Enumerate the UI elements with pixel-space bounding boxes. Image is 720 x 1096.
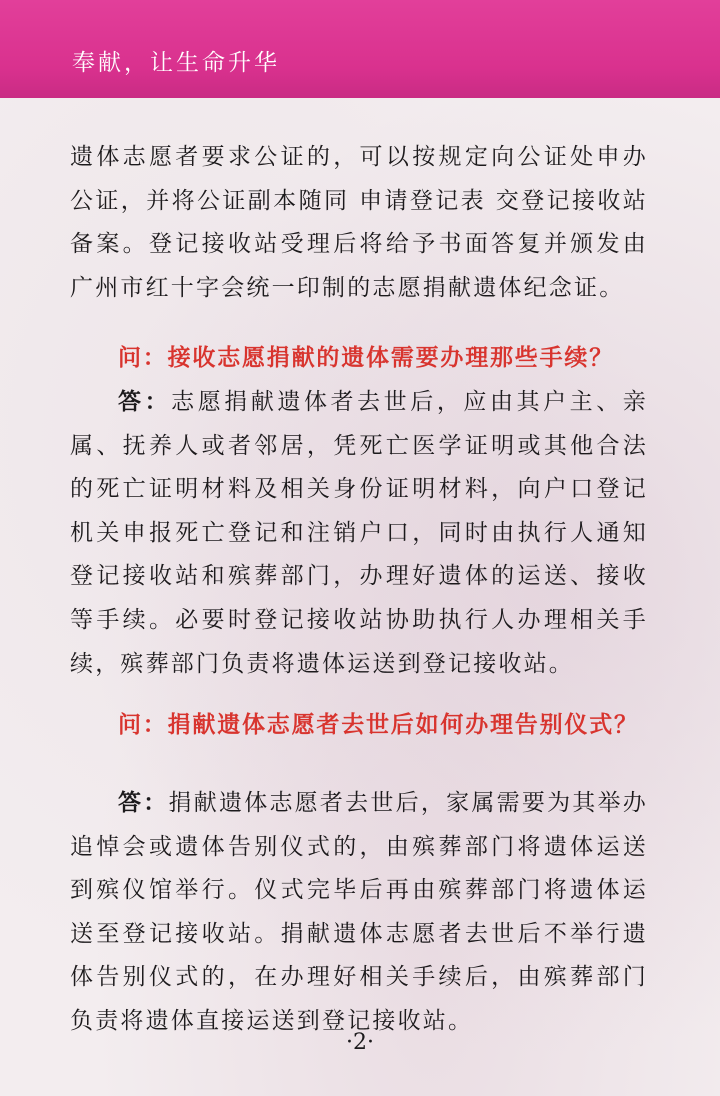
answer-1 bbox=[70, 381, 648, 686]
question-2: 问：捐献遗体志愿者去世后如何办理告别仪式？ bbox=[118, 712, 639, 738]
answer-1-label: 答： bbox=[118, 389, 172, 415]
answer-1-text: 志愿捐献遗体者去世后，应由其户主、亲属、抚养人或者邻居，凭死亡医学证明或其他合法的死亡证明材料及相关身份证明材料，向户口登记机关申报死亡登记和注销户口，同时由执行人通知登记接收站和殡葬部门，办理好遗体的运送、接收等手续。必要时登记接收站协助执行人办理相关手续，殡葬部门负责将遗体运送到登记接收站。 bbox=[70, 389, 648, 677]
question-1: 问：接收志愿捐献的遗体需要办理那些手续？ bbox=[118, 345, 614, 371]
answer-2-text: 捐献遗体志愿者去世后，家属需要为其举办追悼会或遗体告别仪式的，由殡葬部门将遗体运送到殡仪馆举行。仪式完毕后再由殡葬部门将遗体运送至登记接收站。捐献遗体志愿者去世后不举行遗体告别仪式的，在办理好相关手续后，由殡葬部门负责将遗体直接运送到登记接收站。 bbox=[70, 790, 648, 1034]
page-number: ·2· bbox=[346, 1030, 374, 1055]
header-banner bbox=[0, 0, 720, 98]
answer-2 bbox=[70, 782, 648, 1044]
intro-paragraph: 遗体志愿者要求公证的，可以按规定向公证处申办公证，并将公证副本随同 申请登记表 交登记接收站备案。登记接收站受理后将给予书面答复并颁发由广州市红十字会统一印制的志愿捐献遗体纪念证。 bbox=[70, 144, 648, 301]
answer-2-label: 答： bbox=[118, 790, 169, 816]
header-title: 奉献，让生命升华 bbox=[72, 50, 280, 76]
